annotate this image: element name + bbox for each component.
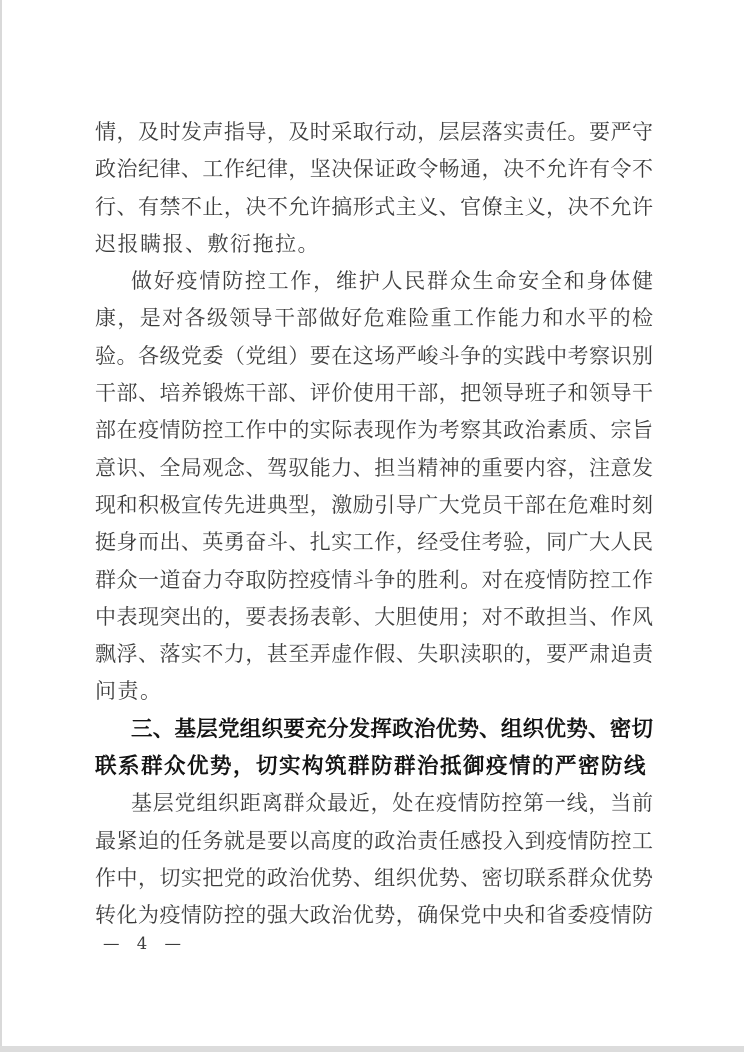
document-body bbox=[95, 114, 653, 935]
text-line: 挺身而出、英勇奋斗、扎实工作，经受住考验，同广大人民 bbox=[95, 530, 653, 555]
page-left-edge bbox=[0, 0, 2, 1052]
heading-line: 联系群众优势，切实构筑群防群治抵御疫情的严密防线 bbox=[95, 754, 648, 780]
text-line: 康，是对各级领导干部做好危难险重工作能力和水平的检 bbox=[95, 306, 653, 331]
text-line: 最紧迫的任务就是要以高度的政治责任感投入到疫情防控工 bbox=[95, 828, 653, 853]
text-line: 转化为疫情防控的强大政治优势，确保党中央和省委疫情防 bbox=[95, 903, 653, 928]
text-line: 群众一道奋力夺取防控疫情斗争的胜利。对在疫情防控工作 bbox=[95, 567, 653, 592]
text-line: 飘浮、落实不力，甚至弄虚作假、失职渎职的，要严肃追责 bbox=[95, 642, 653, 667]
text-line: 问责。 bbox=[95, 679, 163, 704]
text-line: 迟报瞒报、敷衍拖拉。 bbox=[95, 231, 320, 256]
text-line: 现和积极宣传先进典型，激励引导广大党员干部在危难时刻 bbox=[95, 492, 653, 517]
page-bottom-edge bbox=[0, 1046, 744, 1052]
text-line: 意识、全局观念、驾驭能力、担当精神的重要内容，注意发 bbox=[95, 455, 653, 480]
page-number: — 4 — bbox=[103, 934, 184, 953]
text-line: 基层党组织距离群众最近，处在疫情防控第一线，当前 bbox=[131, 791, 653, 816]
text-line: 中表现突出的，要表扬表彰、大胆使用；对不敢担当、作风 bbox=[95, 604, 653, 629]
text-line: 做好疫情防控工作，维护人民群众生命安全和身体健 bbox=[131, 269, 653, 294]
text-line: 干部、培养锻炼干部、评价使用干部，把领导班子和领导干 bbox=[95, 381, 653, 406]
heading-line: 三、基层党组织要充分发挥政治优势、组织优势、密切 bbox=[131, 716, 653, 742]
text-line: 行、有禁不止，决不允许搞形式主义、官僚主义，决不允许 bbox=[95, 194, 653, 219]
text-line: 部在疫情防控工作中的实际表现作为考察其政治素质、宗旨 bbox=[95, 418, 653, 443]
text-line: 作中，切实把党的政治优势、组织优势、密切联系群众优势 bbox=[95, 865, 653, 890]
text-line: 情，及时发声指导，及时采取行动，层层落实责任。要严守 bbox=[95, 120, 653, 144]
text-line: 政治纪律、工作纪律，坚决保证政令畅通，决不允许有令不 bbox=[95, 157, 653, 182]
text-line: 验。各级党委（党组）要在这场严峻斗争的实践中考察识别 bbox=[95, 343, 653, 368]
